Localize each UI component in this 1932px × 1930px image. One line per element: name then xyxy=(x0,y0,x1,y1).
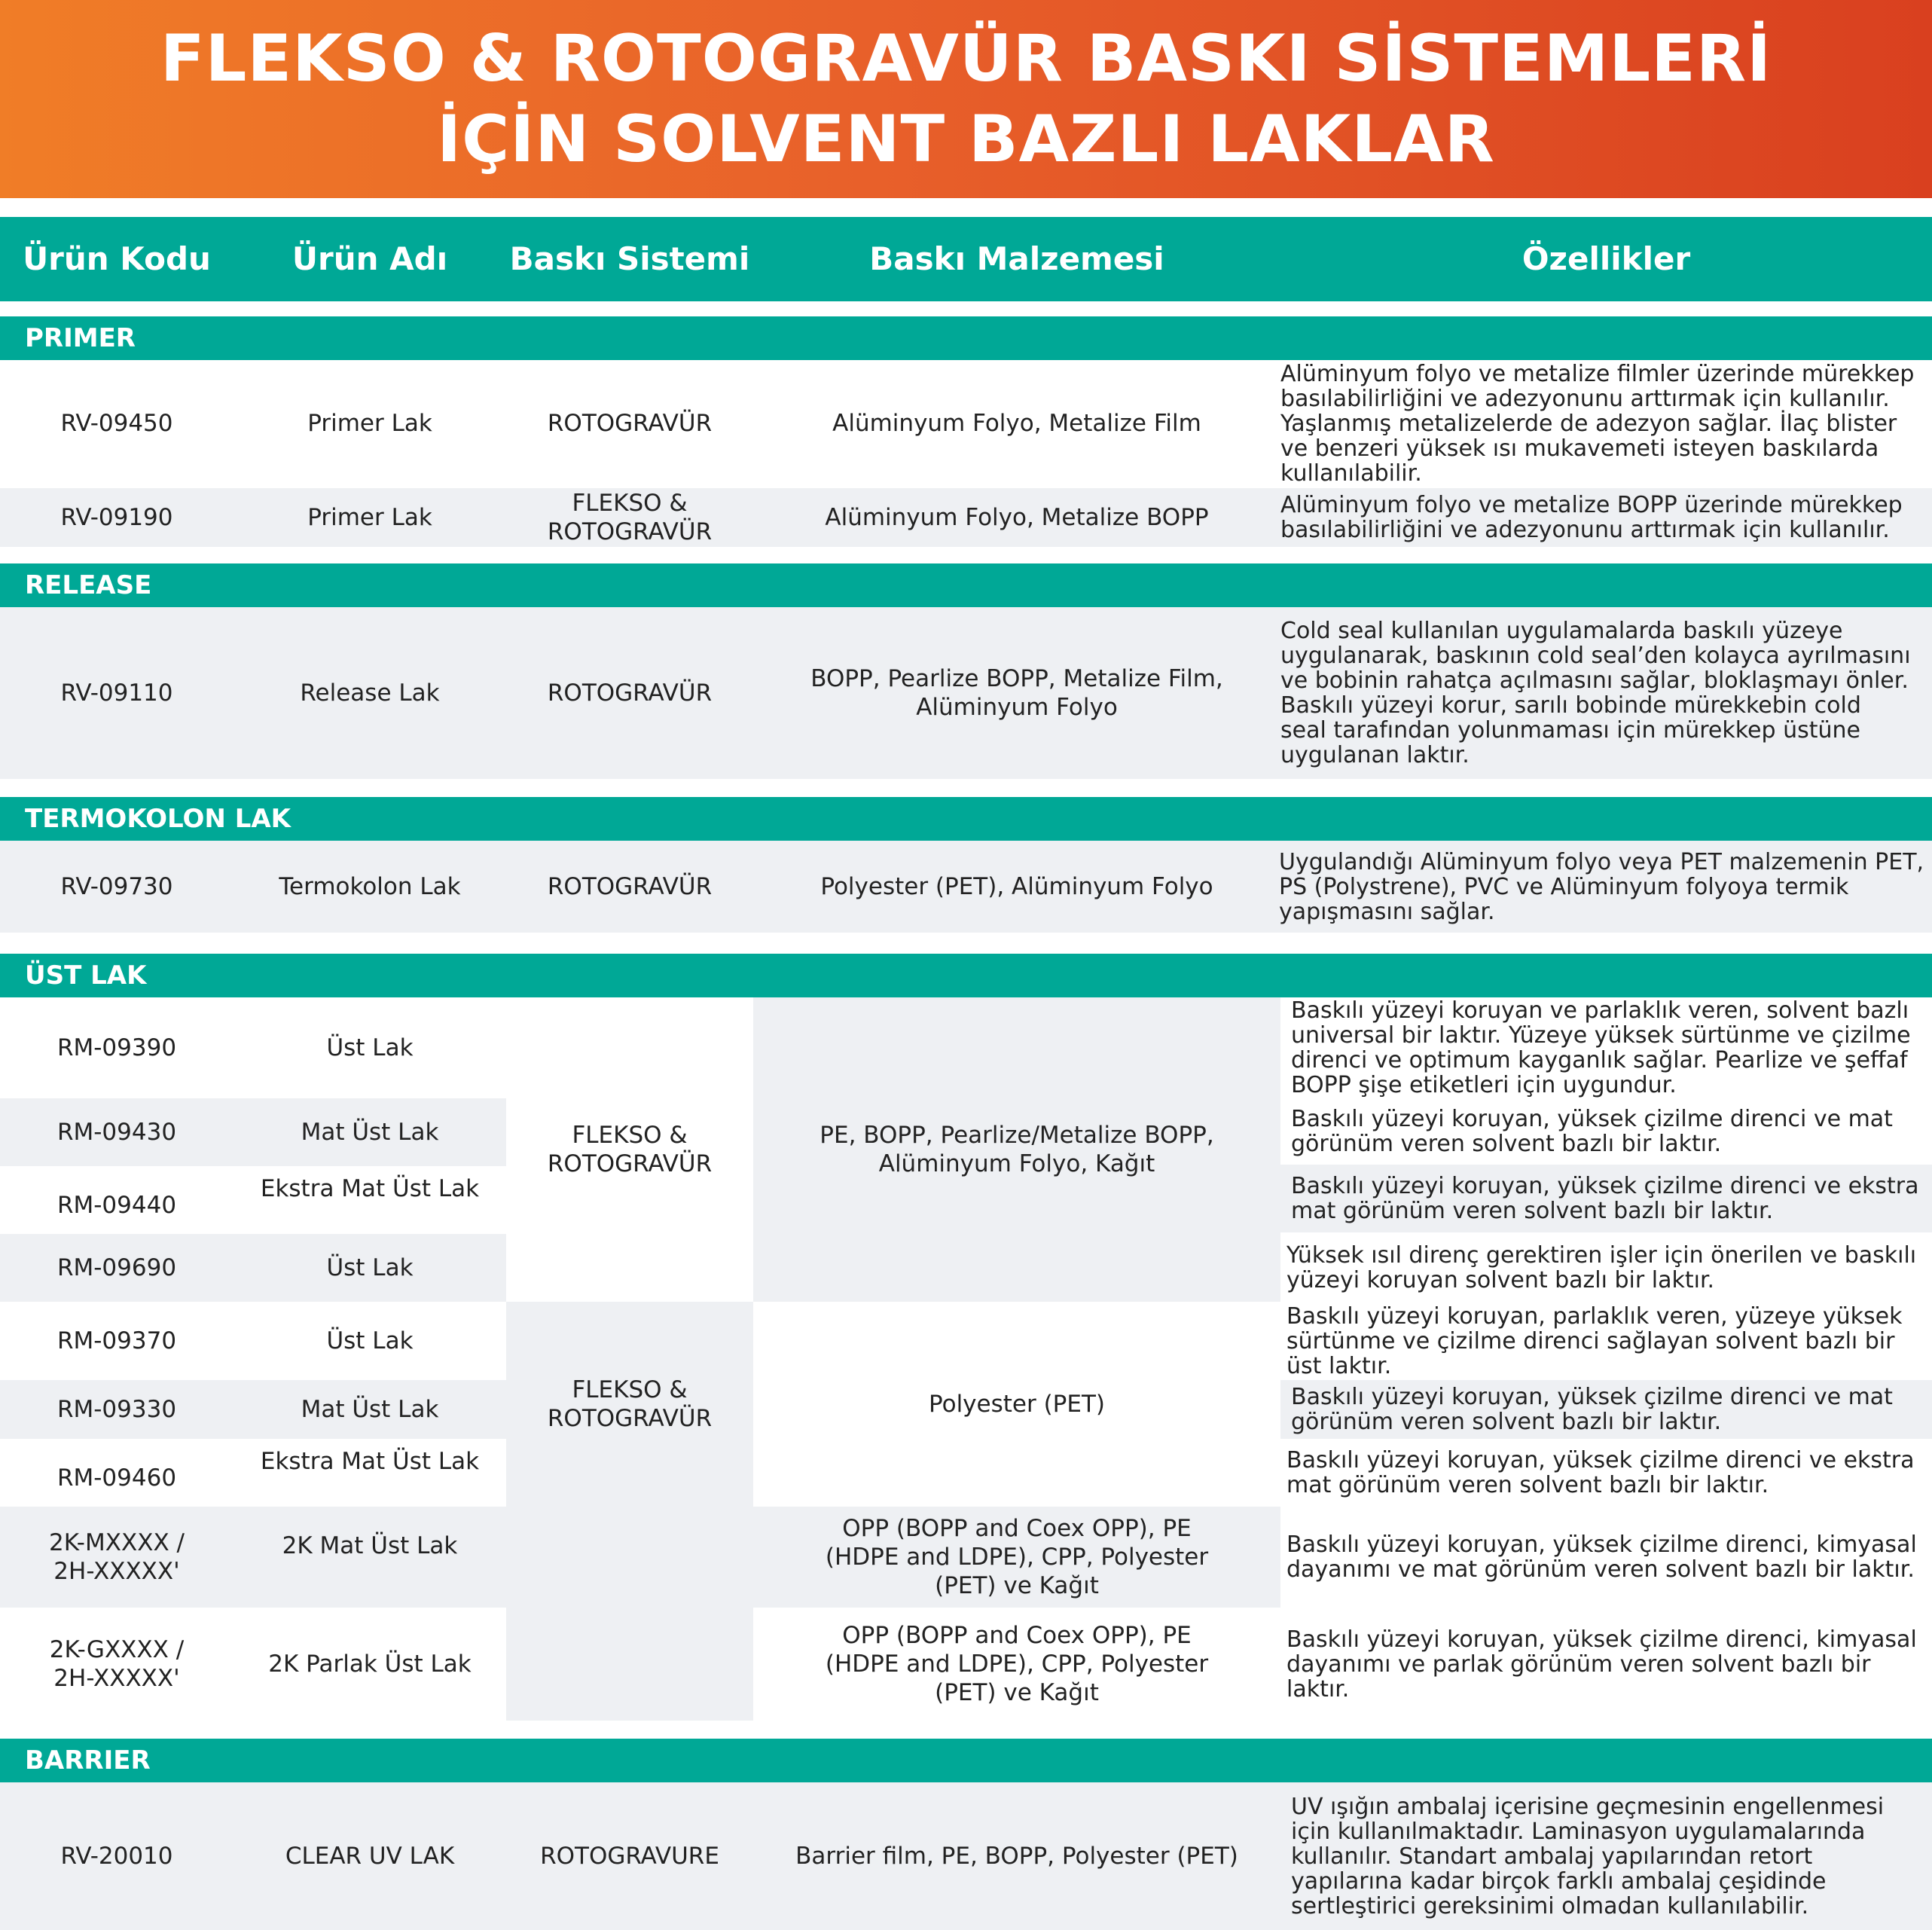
features-text: Baskılı yüzeyi koruyan, yüksek çizilme direnci, kimyasal dayanımı ve parlak görünüm veren solvent bazlı bir laktır. xyxy=(1286,1626,1917,1702)
product-features xyxy=(1291,1098,1928,1165)
product-features xyxy=(1286,1439,1928,1507)
column-header-material: Baskı Malzemesi xyxy=(869,240,1164,277)
features-text: Uygulandığı Alüminyum folyo veya PET malzemenin PET, PS (Polystrene), PVC ve Alüminyum folyoya termik yapışmasını sağlar. xyxy=(1279,848,1924,925)
print-system: ROTOGRAVÜR xyxy=(547,873,713,900)
features-text: Yüksek ısıl direnç gerektiren işler için önerilen ve baskılı yüzeyi koruyan solvent bazlı bir laktır. xyxy=(1286,1242,1917,1293)
product-code: 2K-MXXXX / 2H-XXXXX' xyxy=(49,1529,185,1585)
product-name: Primer Lak xyxy=(307,504,432,531)
product-code: RV-20010 xyxy=(60,1843,173,1870)
column-header-system: Baskı Sistemi xyxy=(509,240,750,277)
print-system: FLEKSO & ROTOGRAVÜR xyxy=(547,1122,713,1177)
print-system: FLEKSO & ROTOGRAVÜR xyxy=(547,490,713,545)
product-features xyxy=(1291,1380,1928,1439)
product-code: RV-09190 xyxy=(60,504,173,531)
features-text: Alüminyum folyo ve metalize BOPP üzerinde mürekkep basılabilirliğini ve adezyonunu arttırmak için kullanılır. xyxy=(1280,492,1903,543)
page-title-line-2: İÇİN SOLVENT BAZLI LAKLAR xyxy=(437,102,1495,177)
product-code: RM-09390 xyxy=(56,1034,177,1061)
print-material: Polyester (PET), Alüminyum Folyo xyxy=(820,873,1213,900)
product-name: 2K Mat Üst Lak xyxy=(282,1532,458,1559)
print-system: ROTOGRAVÜR xyxy=(547,410,713,437)
product-features xyxy=(1286,1234,1928,1302)
product-features xyxy=(1291,1782,1928,1930)
product-code: RV-09730 xyxy=(60,873,173,900)
product-code: RV-09450 xyxy=(60,410,173,437)
title-banner xyxy=(0,0,1932,198)
section-barrier xyxy=(0,1739,1932,1782)
print-material: OPP (BOPP and Coex OPP), PE (HDPE and LDPE), CPP, Polyester (PET) ve Kağıt xyxy=(825,1622,1209,1706)
product-code: RV-09110 xyxy=(60,679,173,707)
print-material: Alüminyum Folyo, Metalize BOPP xyxy=(825,504,1209,531)
section-release xyxy=(0,563,1932,607)
page-title-line-1: FLEKSO & ROTOGRAVÜR BASKI SİSTEMLERİ xyxy=(160,21,1772,96)
print-material: Barrier film, PE, BOPP, Polyester (PET) xyxy=(795,1843,1238,1870)
product-code: RM-09440 xyxy=(56,1192,177,1219)
product-features xyxy=(1291,1165,1928,1232)
product-name: CLEAR UV LAK xyxy=(285,1843,455,1870)
product-features xyxy=(1286,1608,1928,1721)
section-barrier-title: BARRIER xyxy=(25,1745,151,1776)
section-termokolon xyxy=(0,797,1932,841)
column-header-code: Ürün Kodu xyxy=(23,240,211,277)
product-features xyxy=(1279,841,1928,933)
features-text: Baskılı yüzeyi koruyan, yüksek çizilme direnci ve ekstra mat görünüm veren solvent bazlı bir laktır. xyxy=(1291,1173,1919,1224)
section-ust-lak-title: ÜST LAK xyxy=(25,960,147,991)
product-code: RM-09690 xyxy=(56,1254,177,1281)
features-text: Baskılı yüzeyi koruyan ve parlaklık veren, solvent bazlı universal bir laktır. Yüzeye yüksek sürtünme ve çizilme direnci ve optimum kayganlık sağlar. Pearlize ve şeffaf BOPP şişe etiketleri için uygundur. xyxy=(1291,997,1911,1098)
product-name: Mat Üst Lak xyxy=(301,1396,439,1423)
print-system: ROTOGRAVURE xyxy=(540,1843,719,1870)
product-features xyxy=(1291,997,1928,1098)
features-text: Baskılı yüzeyi koruyan, yüksek çizilme direnci ve mat görünüm veren solvent bazlı bir laktır. xyxy=(1291,1106,1893,1157)
print-system: FLEKSO & ROTOGRAVÜR xyxy=(547,1376,713,1432)
features-text: Baskılı yüzeyi koruyan, yüksek çizilme direnci ve mat görünüm veren solvent bazlı bir laktır. xyxy=(1291,1384,1893,1435)
section-primer xyxy=(0,316,1932,360)
section-ust-lak xyxy=(0,954,1932,997)
product-name: 2K Parlak Üst Lak xyxy=(268,1651,472,1678)
features-text: UV ışığın ambalaj içerisine geçmesinin engellenmesi için kullanılmaktadır. Laminasyon uygulamalarında kullanılır. Standart ambalaj yapılarından retort yapılarına kadar birçok farklı ambalaj çeşidinde sertleştirici gereksinimi olmadan kullanılabilir. xyxy=(1291,1793,1885,1919)
product-name: Üst Lak xyxy=(326,1254,414,1281)
features-text: Baskılı yüzeyi koruyan, yüksek çizilme direnci, kimyasal dayanımı ve mat görünüm veren solvent bazlı bir laktır. xyxy=(1286,1531,1917,1583)
product-name: Üst Lak xyxy=(326,1034,414,1061)
product-code: RM-09430 xyxy=(56,1119,177,1146)
product-name: Termokolon Lak xyxy=(279,873,461,900)
product-features xyxy=(1280,488,1928,547)
print-material: OPP (BOPP and Coex OPP), PE (HDPE and LDPE), CPP, Polyester (PET) ve Kağıt xyxy=(825,1515,1209,1599)
features-text: Alüminyum folyo ve metalize filmler üzerinde mürekkep basılabilirliğini ve adezyonunu arttırmak için kullanılır. Yaşlanmış metalizelerde de adezyon sağlar. İlaç blister ve benzeri yüksek ısı mukavemeti isteyen baskılarda kullanılabilir. xyxy=(1280,360,1915,487)
section-primer-title: PRIMER xyxy=(25,323,136,353)
product-code: RM-09330 xyxy=(56,1396,177,1423)
column-header-features: Özellikler xyxy=(1521,240,1691,277)
product-features xyxy=(1280,607,1913,779)
product-features xyxy=(1286,1302,1928,1380)
product-name: Mat Üst Lak xyxy=(301,1119,439,1146)
product-name: Release Lak xyxy=(300,679,440,707)
product-features xyxy=(1286,1507,1932,1608)
print-material: Alüminyum Folyo, Metalize Film xyxy=(832,410,1201,437)
section-release-title: RELEASE xyxy=(25,570,152,600)
print-material: PE, BOPP, Pearlize/Metalize BOPP, Alüminyum Folyo, Kağıt xyxy=(819,1122,1214,1177)
product-features xyxy=(1280,360,1928,487)
section-termokolon-title: TERMOKOLON LAK xyxy=(25,804,291,834)
features-text: Baskılı yüzeyi koruyan, parlaklık veren, yüzeye yüksek sürtünme ve çizilme direnci sağlayan solvent bazlı bir üst laktır. xyxy=(1286,1302,1903,1379)
print-material: BOPP, Pearlize BOPP, Metalize Film, Alüminyum Folyo xyxy=(810,665,1223,721)
features-text: Cold seal kullanılan uygulamalarda baskılı yüzeye uygulanarak, baskının cold seal’den kolayca ayrılmasını ve bobinin rahatça açılmasını sağlar, bloklaşmayı önler. Baskılı yüzeyi korur, sarılı bobinde mürekkebin cold seal tarafından yolunmaması için mürekkep üstüne uygulanan laktır. xyxy=(1280,618,1911,768)
product-code: 2K-GXXXX / 2H-XXXXX' xyxy=(49,1636,185,1692)
features-text: Baskılı yüzeyi koruyan, yüksek çizilme direnci ve ekstra mat görünüm veren solvent bazlı bir laktır. xyxy=(1286,1447,1915,1498)
column-header-name: Ürün Adı xyxy=(291,240,448,277)
product-name: Ekstra Mat Üst Lak xyxy=(260,1448,480,1475)
product-code: RM-09370 xyxy=(56,1327,177,1354)
table-header xyxy=(0,217,1932,301)
print-system: ROTOGRAVÜR xyxy=(547,679,713,707)
product-name: Ekstra Mat Üst Lak xyxy=(260,1175,480,1202)
product-name: Üst Lak xyxy=(326,1327,414,1354)
product-code: RM-09460 xyxy=(56,1464,177,1492)
product-name: Primer Lak xyxy=(307,410,432,437)
print-material: Polyester (PET) xyxy=(929,1391,1105,1418)
